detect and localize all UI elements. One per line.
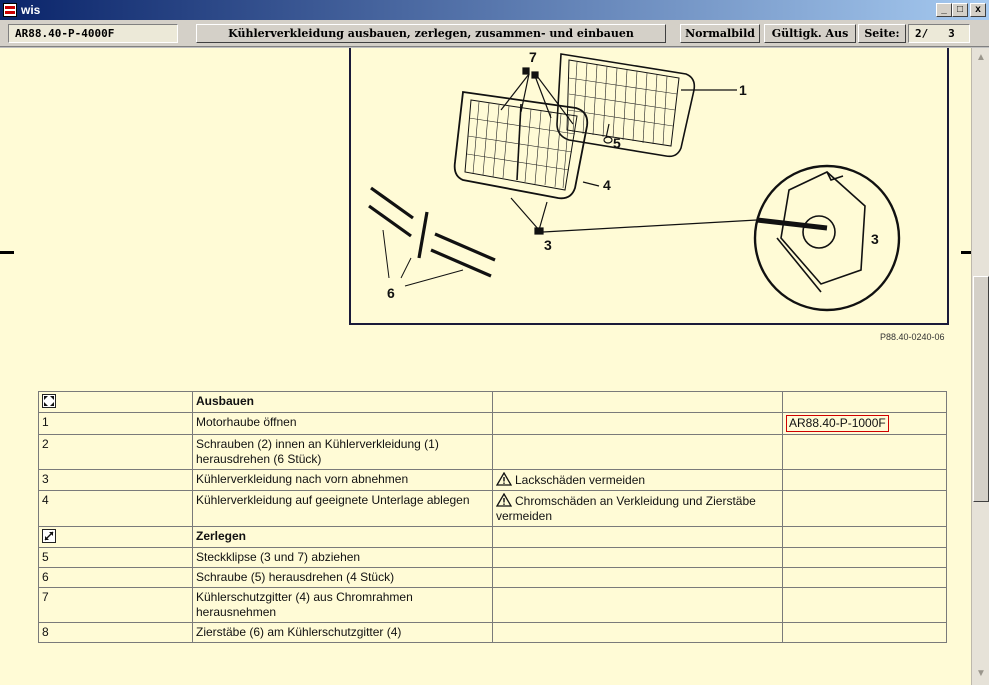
callout-7: 7 (529, 49, 537, 65)
window-controls (936, 3, 986, 17)
step-note: Lackschäden vermeiden (515, 473, 646, 487)
step-number: 1 (39, 413, 193, 435)
step-number: 7 (39, 588, 193, 623)
table-row (39, 491, 947, 527)
document-content (0, 48, 971, 685)
step-number: 3 (39, 470, 193, 491)
step-text: Kühlerschutzgitter (4) aus Chromrahmen herausnehmen (193, 588, 493, 623)
warning-icon (496, 493, 512, 507)
document-title-button[interactable]: Kühlerverkleidung ausbauen, zerlegen, zusammen- und einbauen (196, 24, 666, 43)
diagonal-arrow-icon (42, 529, 56, 543)
window-title: wis (21, 3, 41, 17)
scrollbar-thumb[interactable] (973, 276, 989, 502)
callout-3-detail: 3 (871, 231, 879, 247)
step-note: Chromschäden an Verkleidung und Zierstäbe vermeiden (496, 494, 756, 523)
callout-6: 6 (387, 285, 395, 301)
section-header-row (39, 392, 947, 413)
page-label: Seite: (858, 24, 906, 43)
step-text: Schrauben (2) innen an Kühlerverkleidung (1) herausdrehen (6 Stück) (193, 435, 493, 470)
step-text: Motorhaube öffnen (193, 413, 493, 435)
reference-link[interactable]: AR88.40-P-1000F (786, 415, 889, 432)
step-text: Schraube (5) herausdrehen (4 Stück) (193, 568, 493, 588)
toolbar (0, 20, 989, 47)
page-indicator: 2/ 3 (908, 24, 970, 43)
maximize-button[interactable]: □ (952, 3, 968, 17)
exploded-view-figure (349, 48, 949, 325)
right-page-marker (961, 251, 971, 254)
table-row (39, 588, 947, 623)
vertical-scrollbar[interactable] (971, 48, 989, 685)
expand-arrows-icon (42, 394, 56, 408)
grille-exploded-diagram (351, 48, 947, 325)
figure-caption: P88.40-0240-06 (880, 332, 945, 342)
table-row (39, 548, 947, 568)
left-page-marker (0, 251, 14, 254)
step-number: 2 (39, 435, 193, 470)
normalbild-button[interactable]: Normalbild (680, 24, 760, 43)
step-number: 6 (39, 568, 193, 588)
step-text: Steckklipse (3 und 7) abziehen (193, 548, 493, 568)
table-row (39, 413, 947, 435)
scroll-down-arrow-icon[interactable]: ▼ (976, 668, 986, 679)
callout-1: 1 (739, 82, 747, 98)
gueltigkeit-button[interactable]: Gültigk. Aus (764, 24, 856, 43)
section-title: Zerlegen (193, 527, 493, 548)
close-button[interactable]: x (970, 3, 986, 17)
step-text: Kühlerverkleidung nach vorn abnehmen (193, 470, 493, 491)
document-id-field: AR88.40-P-4000F (8, 24, 178, 43)
app-icon (2, 2, 18, 18)
step-number: 5 (39, 548, 193, 568)
scroll-up-arrow-icon[interactable]: ▲ (976, 52, 986, 63)
callout-4: 4 (603, 177, 611, 193)
section-title: Ausbauen (193, 392, 493, 413)
callout-3: 3 (544, 237, 552, 253)
section-header-row (39, 527, 947, 548)
step-text: Zierstäbe (6) am Kühlerschutzgitter (4) (193, 623, 493, 643)
window-titlebar (0, 0, 989, 20)
table-row (39, 568, 947, 588)
step-text: Kühlerverkleidung auf geeignete Unterlage ablegen (193, 491, 493, 527)
table-row (39, 623, 947, 643)
table-row (39, 435, 947, 470)
warning-icon (496, 472, 512, 486)
minimize-button[interactable]: _ (936, 3, 952, 17)
steps-table (38, 391, 947, 643)
step-number: 4 (39, 491, 193, 527)
step-number: 8 (39, 623, 193, 643)
table-row (39, 470, 947, 491)
callout-5: 5 (613, 135, 621, 151)
